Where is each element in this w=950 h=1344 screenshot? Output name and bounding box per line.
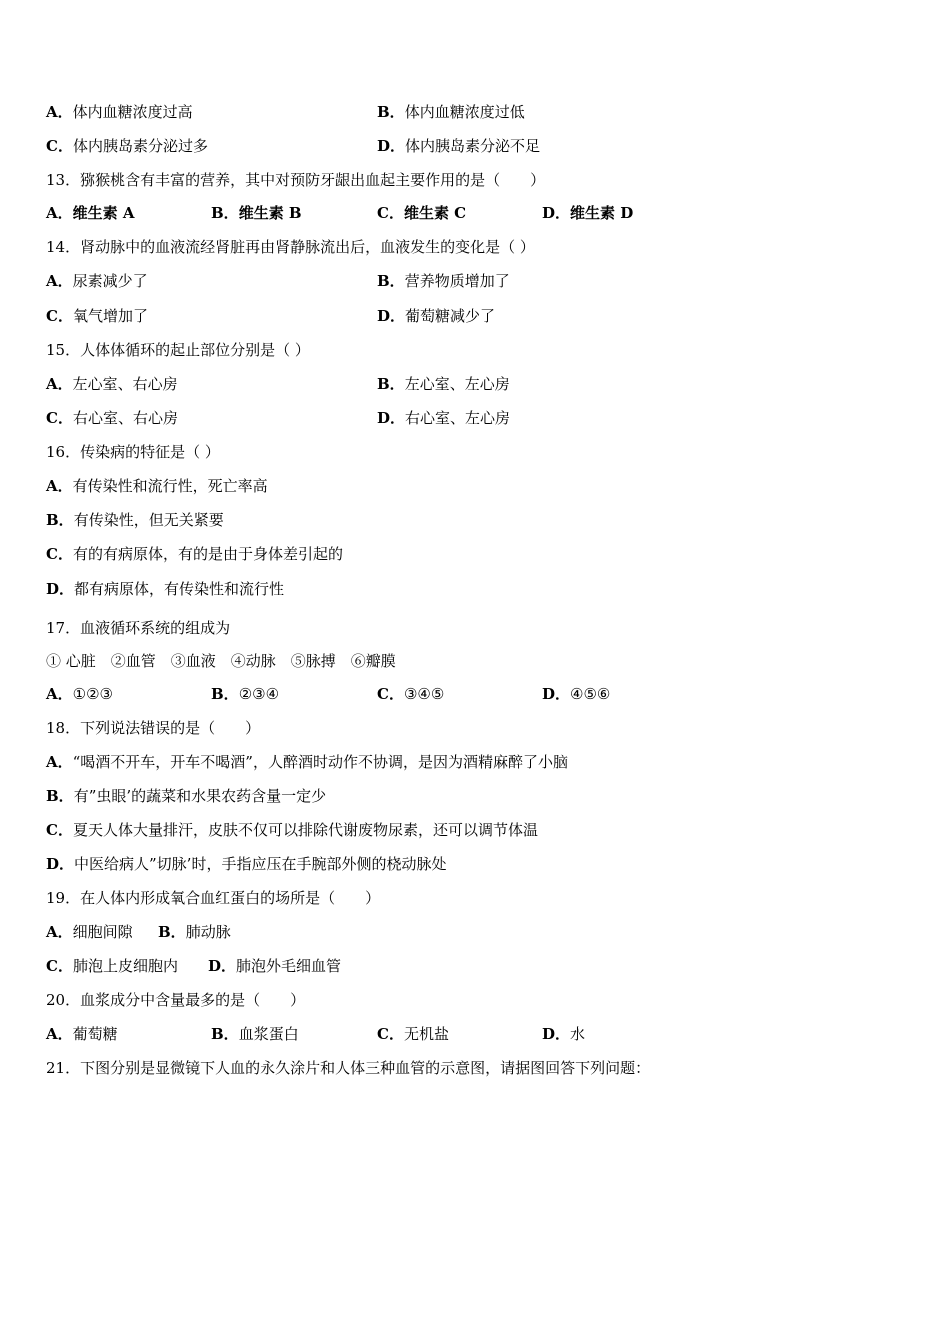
q16-option-d[interactable] — [46, 578, 284, 600]
option-label: B． — [377, 103, 405, 121]
option-label: D． — [377, 137, 406, 155]
option-label: B． — [158, 923, 186, 941]
q20-option-b[interactable] — [211, 1023, 299, 1045]
q14-option-b[interactable] — [377, 270, 510, 292]
option-text: ①②③ — [72, 685, 113, 703]
option-label: A． — [46, 272, 73, 290]
option-text: 有的有病原体，有的是由于身体差引起的 — [72, 545, 343, 563]
option-label: B． — [211, 204, 239, 222]
q14-option-d[interactable] — [377, 305, 495, 327]
q17-option-a[interactable] — [46, 683, 113, 705]
option-label: A． — [46, 477, 73, 495]
q18-stem: 18．下列说法错误的是（ ） — [46, 719, 261, 737]
option-label: C． — [46, 821, 73, 839]
q15-stem: 15．人体体循环的起止部位分别是（ ） — [46, 341, 310, 359]
option-text: “喝酒不开车，开车不喝酒”，人醉酒时动作不协调，是因为酒精麻醉了小脑 — [72, 753, 568, 771]
option-label: D． — [377, 409, 406, 427]
option-label: A． — [46, 103, 73, 121]
q15-option-b[interactable] — [377, 373, 510, 395]
q14-option-a[interactable] — [46, 270, 148, 292]
option-label: B． — [46, 787, 74, 805]
q19-option-b[interactable] — [158, 921, 231, 943]
option-label: D． — [46, 580, 75, 598]
option-text: 维生素 D — [570, 204, 634, 222]
option-text: 葡萄糖 — [72, 1025, 118, 1043]
option-label: B． — [46, 511, 74, 529]
option-label: D． — [542, 1025, 571, 1043]
option-text: 夏天人体大量排汗，皮肤不仅可以排除代谢废物尿素，还可以调节体温 — [72, 821, 538, 839]
q16-option-b[interactable] — [46, 509, 224, 531]
q12-option-c[interactable] — [46, 135, 208, 157]
option-label: B． — [211, 1025, 239, 1043]
option-label: B． — [377, 272, 405, 290]
q16-option-a[interactable] — [46, 475, 268, 497]
q17-items: ① 心脏 ②血管 ③血液 ④动脉 ⑤脉搏 ⑥瓣膜 — [46, 652, 396, 670]
q19-option-d[interactable] — [208, 955, 341, 977]
option-text: 维生素 C — [403, 204, 467, 222]
option-text: 体内血糖浓度过低 — [404, 103, 525, 121]
option-text: 氧气增加了 — [72, 307, 148, 325]
q20-stem: 20．血浆成分中含量最多的是（ ） — [46, 991, 306, 1009]
option-text: 血浆蛋白 — [238, 1025, 299, 1043]
q16-option-c[interactable] — [46, 543, 343, 565]
q18-option-b[interactable] — [46, 785, 326, 807]
option-label: B． — [211, 685, 239, 703]
option-label: D． — [46, 855, 75, 873]
q13-stem: 13．猕猴桃含有丰富的营养，其中对预防牙龈出血起主要作用的是（ ） — [46, 171, 546, 189]
option-label: A． — [46, 204, 73, 222]
q16-stem: 16．传染病的特征是（ ） — [46, 443, 220, 461]
q20-option-a[interactable] — [46, 1023, 118, 1045]
option-text: 营养物质增加了 — [404, 272, 510, 290]
q18-option-a[interactable] — [46, 751, 568, 773]
option-label: C． — [46, 545, 73, 563]
option-label: D． — [377, 307, 406, 325]
option-text: 葡萄糖减少了 — [405, 307, 496, 325]
option-text: 右心室、左心房 — [405, 409, 511, 427]
option-text: 肺泡上皮细胞内 — [72, 957, 178, 975]
option-label: C． — [46, 137, 73, 155]
q17-option-b[interactable] — [211, 683, 279, 705]
option-label: A． — [46, 375, 73, 393]
option-text: 左心室、左心房 — [404, 375, 510, 393]
option-text: ③④⑤ — [403, 685, 445, 703]
q15-option-a[interactable] — [46, 373, 178, 395]
option-text: 体内血糖浓度过高 — [72, 103, 193, 121]
option-text: 体内胰岛素分泌过多 — [72, 137, 208, 155]
option-label: C． — [377, 685, 404, 703]
q13-option-d[interactable] — [542, 202, 633, 224]
option-label: A． — [46, 923, 73, 941]
q17-option-d[interactable] — [542, 683, 610, 705]
q19-option-a[interactable] — [46, 921, 133, 943]
q12-option-b[interactable] — [377, 101, 525, 123]
q20-option-d[interactable] — [542, 1023, 585, 1045]
option-text: 右心室、右心房 — [72, 409, 178, 427]
option-text: 细胞间隙 — [72, 923, 133, 941]
q12-option-d[interactable] — [377, 135, 540, 157]
option-text: 肺泡外毛细血管 — [236, 957, 342, 975]
option-text: 维生素 B — [238, 204, 302, 222]
option-label: D． — [542, 685, 571, 703]
option-text: ④⑤⑥ — [570, 685, 611, 703]
option-text: 左心室、右心房 — [72, 375, 178, 393]
q17-option-c[interactable] — [377, 683, 444, 705]
q13-option-b[interactable] — [211, 202, 302, 224]
q20-option-c[interactable] — [377, 1023, 449, 1045]
option-label: A． — [46, 753, 73, 771]
q19-option-c[interactable] — [46, 955, 178, 977]
option-label: A． — [46, 685, 73, 703]
option-text: 有传染性，但无关紧要 — [73, 511, 224, 529]
option-label: C． — [46, 409, 73, 427]
q18-option-c[interactable] — [46, 819, 538, 841]
option-text: 中医给病人”切脉’时，手指应压在手腕部外侧的桡动脉处 — [74, 855, 447, 873]
option-text: 维生素 A — [72, 204, 135, 222]
q15-option-c[interactable] — [46, 407, 178, 429]
option-label: C． — [46, 957, 73, 975]
option-text: 无机盐 — [403, 1025, 449, 1043]
option-label: C． — [377, 1025, 404, 1043]
option-label: C． — [46, 307, 73, 325]
option-text: 都有病原体，有传染性和流行性 — [74, 580, 285, 598]
q14-stem: 14．肾动脉中的血液流经肾脏再由肾静脉流出后，血液发生的变化是（ ） — [46, 238, 535, 256]
q21-stem: 21．下图分别是显微镜下人血的永久涂片和人体三种血管的示意图，请据图回答下列问题： — [46, 1059, 651, 1077]
option-label: A． — [46, 1025, 73, 1043]
option-text: 尿素减少了 — [72, 272, 148, 290]
option-label: C． — [377, 204, 404, 222]
q13-option-c[interactable] — [377, 202, 466, 224]
q13-option-a[interactable] — [46, 202, 135, 224]
option-text: ②③④ — [238, 685, 280, 703]
option-label: B． — [377, 375, 405, 393]
option-text: 有传染性和流行性，死亡率高 — [72, 477, 268, 495]
option-text: 水 — [570, 1025, 586, 1043]
option-text: 体内胰岛素分泌不足 — [405, 137, 541, 155]
q19-stem: 19．在人体内形成氧合血红蛋白的场所是（ ） — [46, 889, 381, 907]
q12-option-a[interactable] — [46, 101, 193, 123]
option-text: 有”虫眼’的蔬菜和水果农药含量一定少 — [73, 787, 327, 805]
q14-option-c[interactable] — [46, 305, 148, 327]
option-label: D． — [542, 204, 571, 222]
q17-stem: 17．血液循环系统的组成为 — [46, 619, 231, 637]
option-text: 肺动脉 — [185, 923, 231, 941]
q15-option-d[interactable] — [377, 407, 510, 429]
q18-option-d[interactable] — [46, 853, 446, 875]
option-label: D． — [208, 957, 237, 975]
